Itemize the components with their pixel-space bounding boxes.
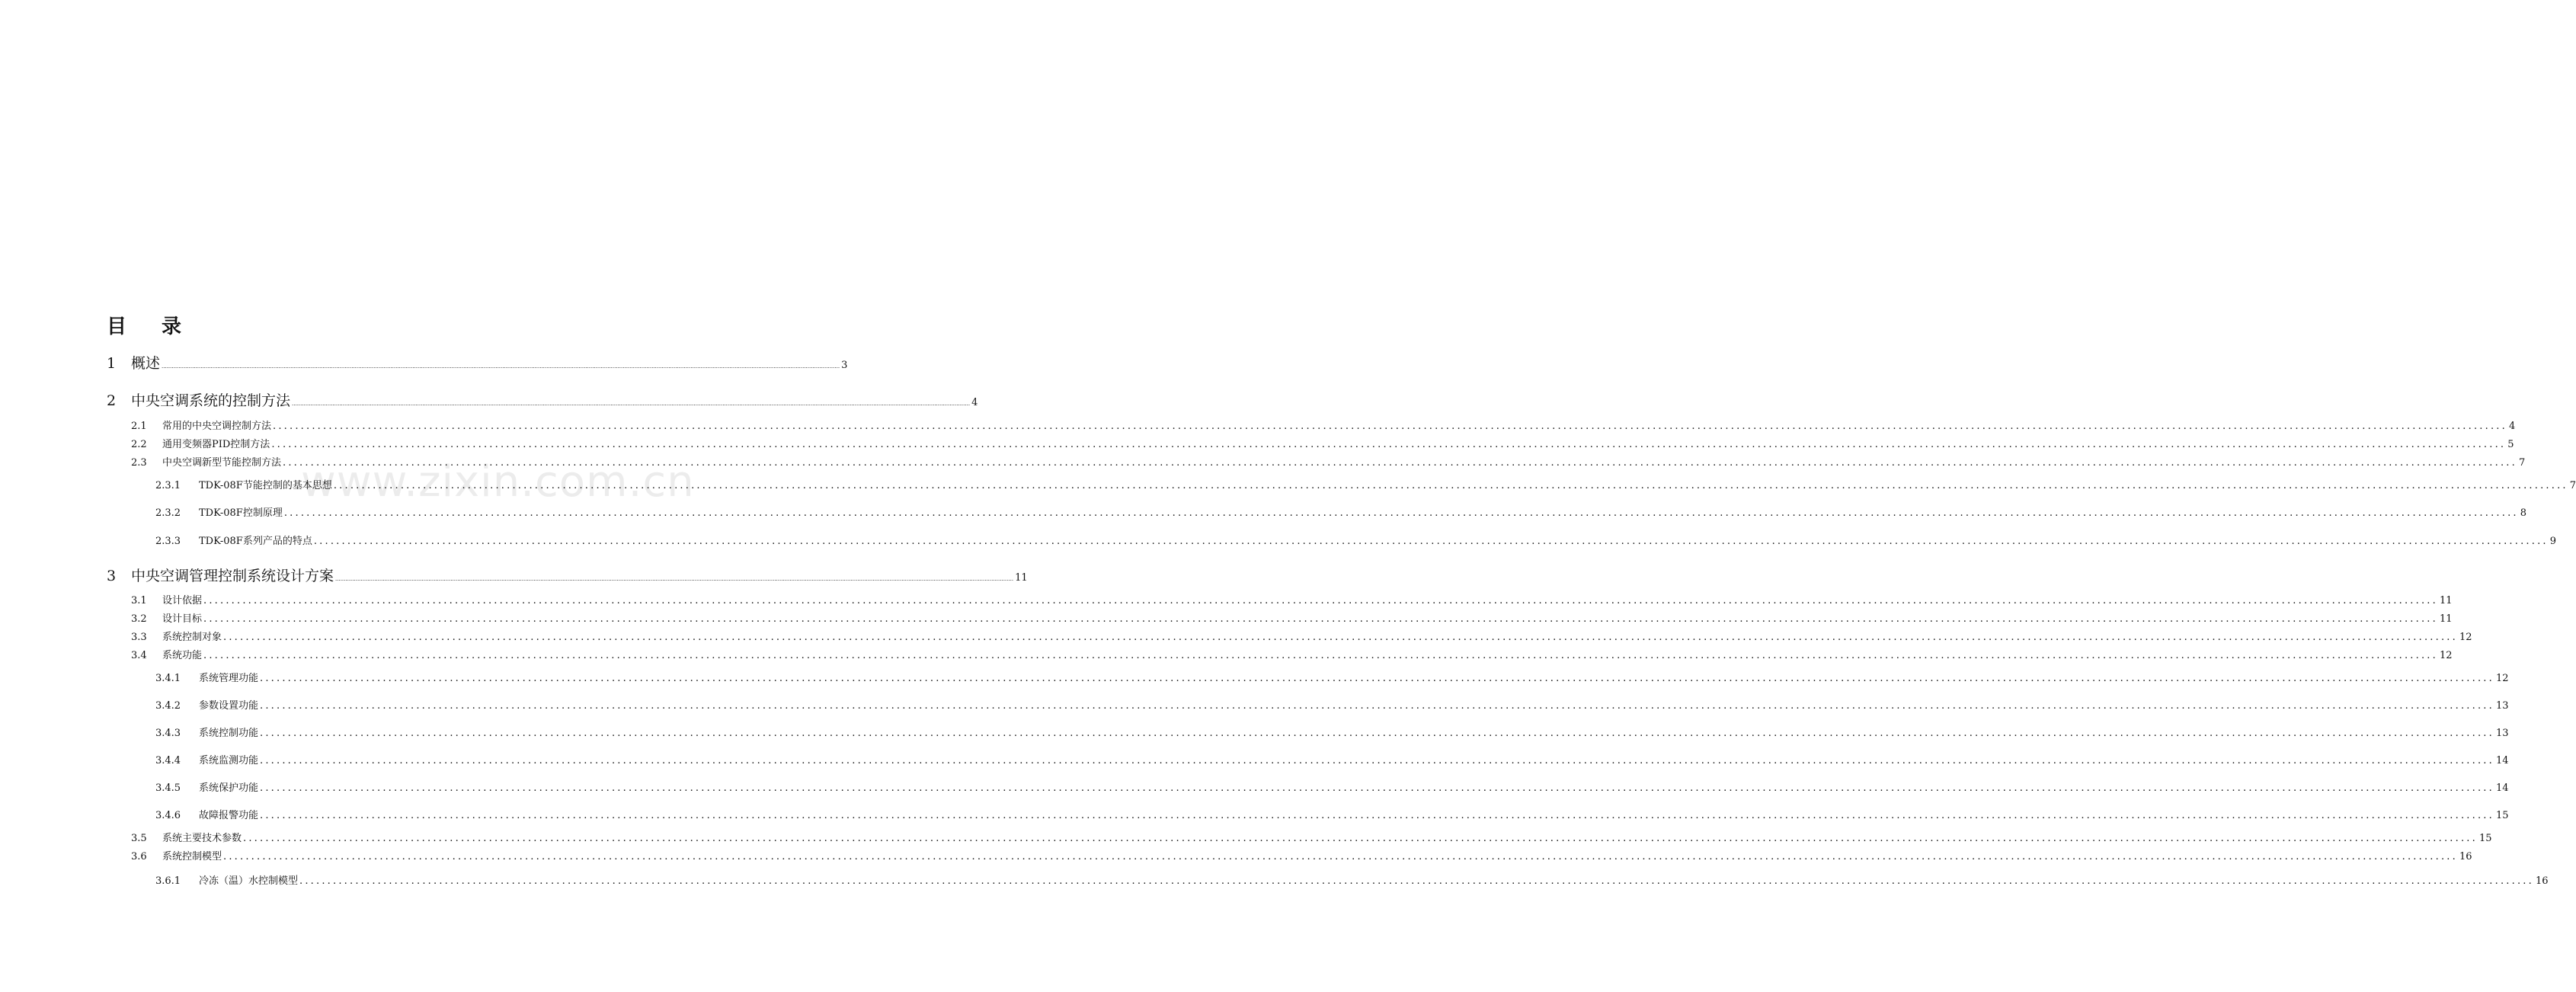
toc-entry-number: 3.6.1: [155, 875, 181, 887]
toc-dot-leader: ................................................................................................................................................................................................................................................................................................................................................................................................................: [260, 728, 2494, 739]
toc-entry-title: 系统管理功能: [199, 673, 259, 684]
toc-entry-number: 2.2: [131, 439, 147, 450]
toc-entry-page: 16: [2535, 875, 2549, 887]
toc-entry-number: 3.4.4: [155, 755, 181, 766]
toc-entry-number: 3.4.3: [155, 728, 181, 739]
toc-dot-leader: ................................................................................................................................................................................................................................................................................................................................................................................................................: [260, 782, 2494, 794]
toc-entry-number: 3.4.2: [155, 700, 181, 712]
toc-entry-page: 11: [2439, 613, 2453, 625]
toc-entry-page: 3: [841, 360, 848, 371]
toc-entry-title: 系统监测功能: [199, 755, 259, 766]
toc-entry-title: 系统功能: [162, 650, 203, 661]
toc-entry-page: 15: [2478, 833, 2492, 844]
toc-entry-page: 11: [1015, 572, 1028, 584]
toc-entry-title: 参数设置功能: [199, 700, 259, 712]
toc-entry-page: 16: [2459, 851, 2472, 862]
toc-entry[interactable]: [131, 436, 2514, 450]
toc-entry-page: 9: [2549, 536, 2557, 547]
toc-entry[interactable]: [131, 418, 2516, 432]
toc-entry-title: 系统控制功能: [199, 728, 259, 739]
toc-entry-page: 12: [2459, 632, 2472, 643]
toc-dot-leader: ................................................................................................................................................................................................................................................................................................................................................................................................................: [292, 401, 971, 407]
toc-entry-title: TDK-08F控制原理: [199, 507, 283, 519]
toc-dot-leader: ................................................................................................................................................................................................................................................................................................................................................................................................................: [283, 507, 2519, 519]
toc-entry-title: 系统主要技术参数: [162, 833, 242, 844]
toc-entry-title: 常用的中央空调控制方法: [162, 421, 272, 432]
toc-entry[interactable]: [155, 477, 2576, 491]
toc-dot-leader: ................................................................................................................................................................................................................................................................................................................................................................................................................: [203, 650, 2438, 661]
toc-entry[interactable]: [131, 629, 2472, 643]
toc-entry[interactable]: [131, 610, 2453, 625]
toc-entry-title: 设计依据: [162, 595, 203, 606]
toc-entry-page: 15: [2495, 810, 2509, 821]
toc-entry-page: 4: [2508, 421, 2516, 432]
toc-entry-page: 12: [2495, 673, 2509, 684]
toc-entry-page: 4: [971, 397, 978, 408]
toc-entry[interactable]: [107, 389, 978, 410]
toc-entry-number: 2.1: [131, 421, 147, 432]
toc-entry-page: 11: [2439, 595, 2453, 606]
toc-entry-number: 3.1: [131, 595, 147, 606]
toc-dot-leader: ................................................................................................................................................................................................................................................................................................................................................................................................................: [203, 613, 2438, 625]
toc-title: 目 录: [107, 315, 190, 338]
toc-entry-title: 设计目标: [162, 613, 203, 625]
toc-entry-number: 2: [107, 392, 117, 409]
toc-entry-title: 通用变频器PID控制方法: [162, 439, 270, 450]
toc-entry-page: 14: [2495, 782, 2509, 794]
toc-entry-title: 系统保护功能: [199, 782, 259, 794]
toc-dot-leader: ................................................................................................................................................................................................................................................................................................................................................................................................................: [299, 875, 2534, 887]
toc-entry[interactable]: [131, 848, 2472, 862]
toc-entry-title: 概述: [131, 355, 161, 372]
toc-entry-number: 3.4.6: [155, 810, 181, 821]
toc-entry-number: 3.4.1: [155, 673, 181, 684]
toc-entry[interactable]: [155, 533, 2557, 547]
toc-entry[interactable]: [131, 830, 2492, 844]
toc-entry[interactable]: [131, 592, 2453, 606]
toc-entry-number: 1: [107, 355, 117, 372]
toc-entry-number: 3.6: [131, 851, 147, 862]
toc-dot-leader: ................................................................................................................................................................................................................................................................................................................................................................................................................: [243, 833, 2478, 844]
toc-entry[interactable]: [155, 872, 2549, 887]
toc-dot-leader: ................................................................................................................................................................................................................................................................................................................................................................................................................: [260, 810, 2494, 821]
toc-entry-page: 5: [2507, 439, 2514, 450]
toc-entry-page: 13: [2495, 728, 2509, 739]
toc-entry[interactable]: [155, 670, 2509, 684]
toc-entry-title: 中央空调新型节能控制方法: [162, 457, 282, 469]
toc-entry-page: 14: [2495, 755, 2509, 766]
toc-dot-leader: ................................................................................................................................................................................................................................................................................................................................................................................................................: [335, 576, 1014, 582]
toc-entry[interactable]: [107, 565, 1028, 585]
toc-entry[interactable]: [107, 352, 848, 373]
toc-dot-leader: ................................................................................................................................................................................................................................................................................................................................................................................................................: [223, 851, 2458, 862]
toc-dot-leader: ................................................................................................................................................................................................................................................................................................................................................................................................................: [162, 363, 840, 370]
toc-entry-number: 2.3.1: [155, 480, 181, 491]
toc-entry-number: 3.2: [131, 613, 147, 625]
toc-dot-leader: ................................................................................................................................................................................................................................................................................................................................................................................................................: [260, 755, 2494, 766]
toc-dot-leader: ................................................................................................................................................................................................................................................................................................................................................................................................................: [333, 480, 2568, 491]
watermark: www.zixin.com.cn: [301, 457, 695, 507]
toc-entry-title: 系统控制对象: [162, 632, 222, 643]
toc-entry[interactable]: [155, 807, 2509, 821]
toc-entry-number: 3: [107, 568, 117, 584]
toc-entry[interactable]: [131, 647, 2453, 661]
toc-entry[interactable]: [155, 504, 2527, 519]
toc-entry-title: 系统控制模型: [162, 851, 222, 862]
toc-dot-leader: ................................................................................................................................................................................................................................................................................................................................................................................................................: [260, 700, 2494, 712]
toc-entry-page: 12: [2439, 650, 2453, 661]
toc-dot-leader: ................................................................................................................................................................................................................................................................................................................................................................................................................: [203, 595, 2438, 606]
toc-entry[interactable]: [155, 697, 2509, 712]
toc-dot-leader: ................................................................................................................................................................................................................................................................................................................................................................................................................: [260, 673, 2494, 684]
toc-entry-title: 中央空调系统的控制方法: [131, 392, 291, 409]
toc-entry-title: 冷冻（温）水控制模型: [199, 875, 299, 887]
toc-dot-leader: ................................................................................................................................................................................................................................................................................................................................................................................................................: [223, 632, 2458, 643]
toc-entry-title: 中央空调管理控制系统设计方案: [131, 568, 334, 584]
toc-entry-number: 3.5: [131, 833, 147, 844]
toc-entry-page: 7: [2518, 457, 2526, 469]
toc-dot-leader: ................................................................................................................................................................................................................................................................................................................................................................................................................: [271, 439, 2507, 450]
toc-entry[interactable]: [155, 779, 2509, 794]
toc-dot-leader: ................................................................................................................................................................................................................................................................................................................................................................................................................: [273, 421, 2507, 432]
toc-entry-page: 13: [2495, 700, 2509, 712]
toc-entry[interactable]: [131, 454, 2526, 469]
toc-entry-number: 3.4: [131, 650, 147, 661]
toc-entry-number: 3.4.5: [155, 782, 181, 794]
toc-entry-number: 2.3.2: [155, 507, 181, 519]
toc-entry-number: 3.3: [131, 632, 147, 643]
toc-dot-leader: ................................................................................................................................................................................................................................................................................................................................................................................................................: [283, 457, 2517, 469]
toc-entry-title: 故障报警功能: [199, 810, 259, 821]
toc-entry-page: 8: [2520, 507, 2527, 519]
toc-entry-title: TDK-08F节能控制的基本思想: [199, 480, 332, 491]
toc-dot-leader: ................................................................................................................................................................................................................................................................................................................................................................................................................: [313, 536, 2549, 547]
toc-entry-number: 2.3: [131, 457, 147, 469]
toc-entry[interactable]: [155, 752, 2509, 766]
toc-entry-page: 7: [2569, 480, 2576, 491]
toc-entry-number: 2.3.3: [155, 536, 181, 547]
toc-entry[interactable]: [155, 725, 2509, 739]
toc-entry-title: TDK-08F系列产品的特点: [199, 536, 312, 547]
